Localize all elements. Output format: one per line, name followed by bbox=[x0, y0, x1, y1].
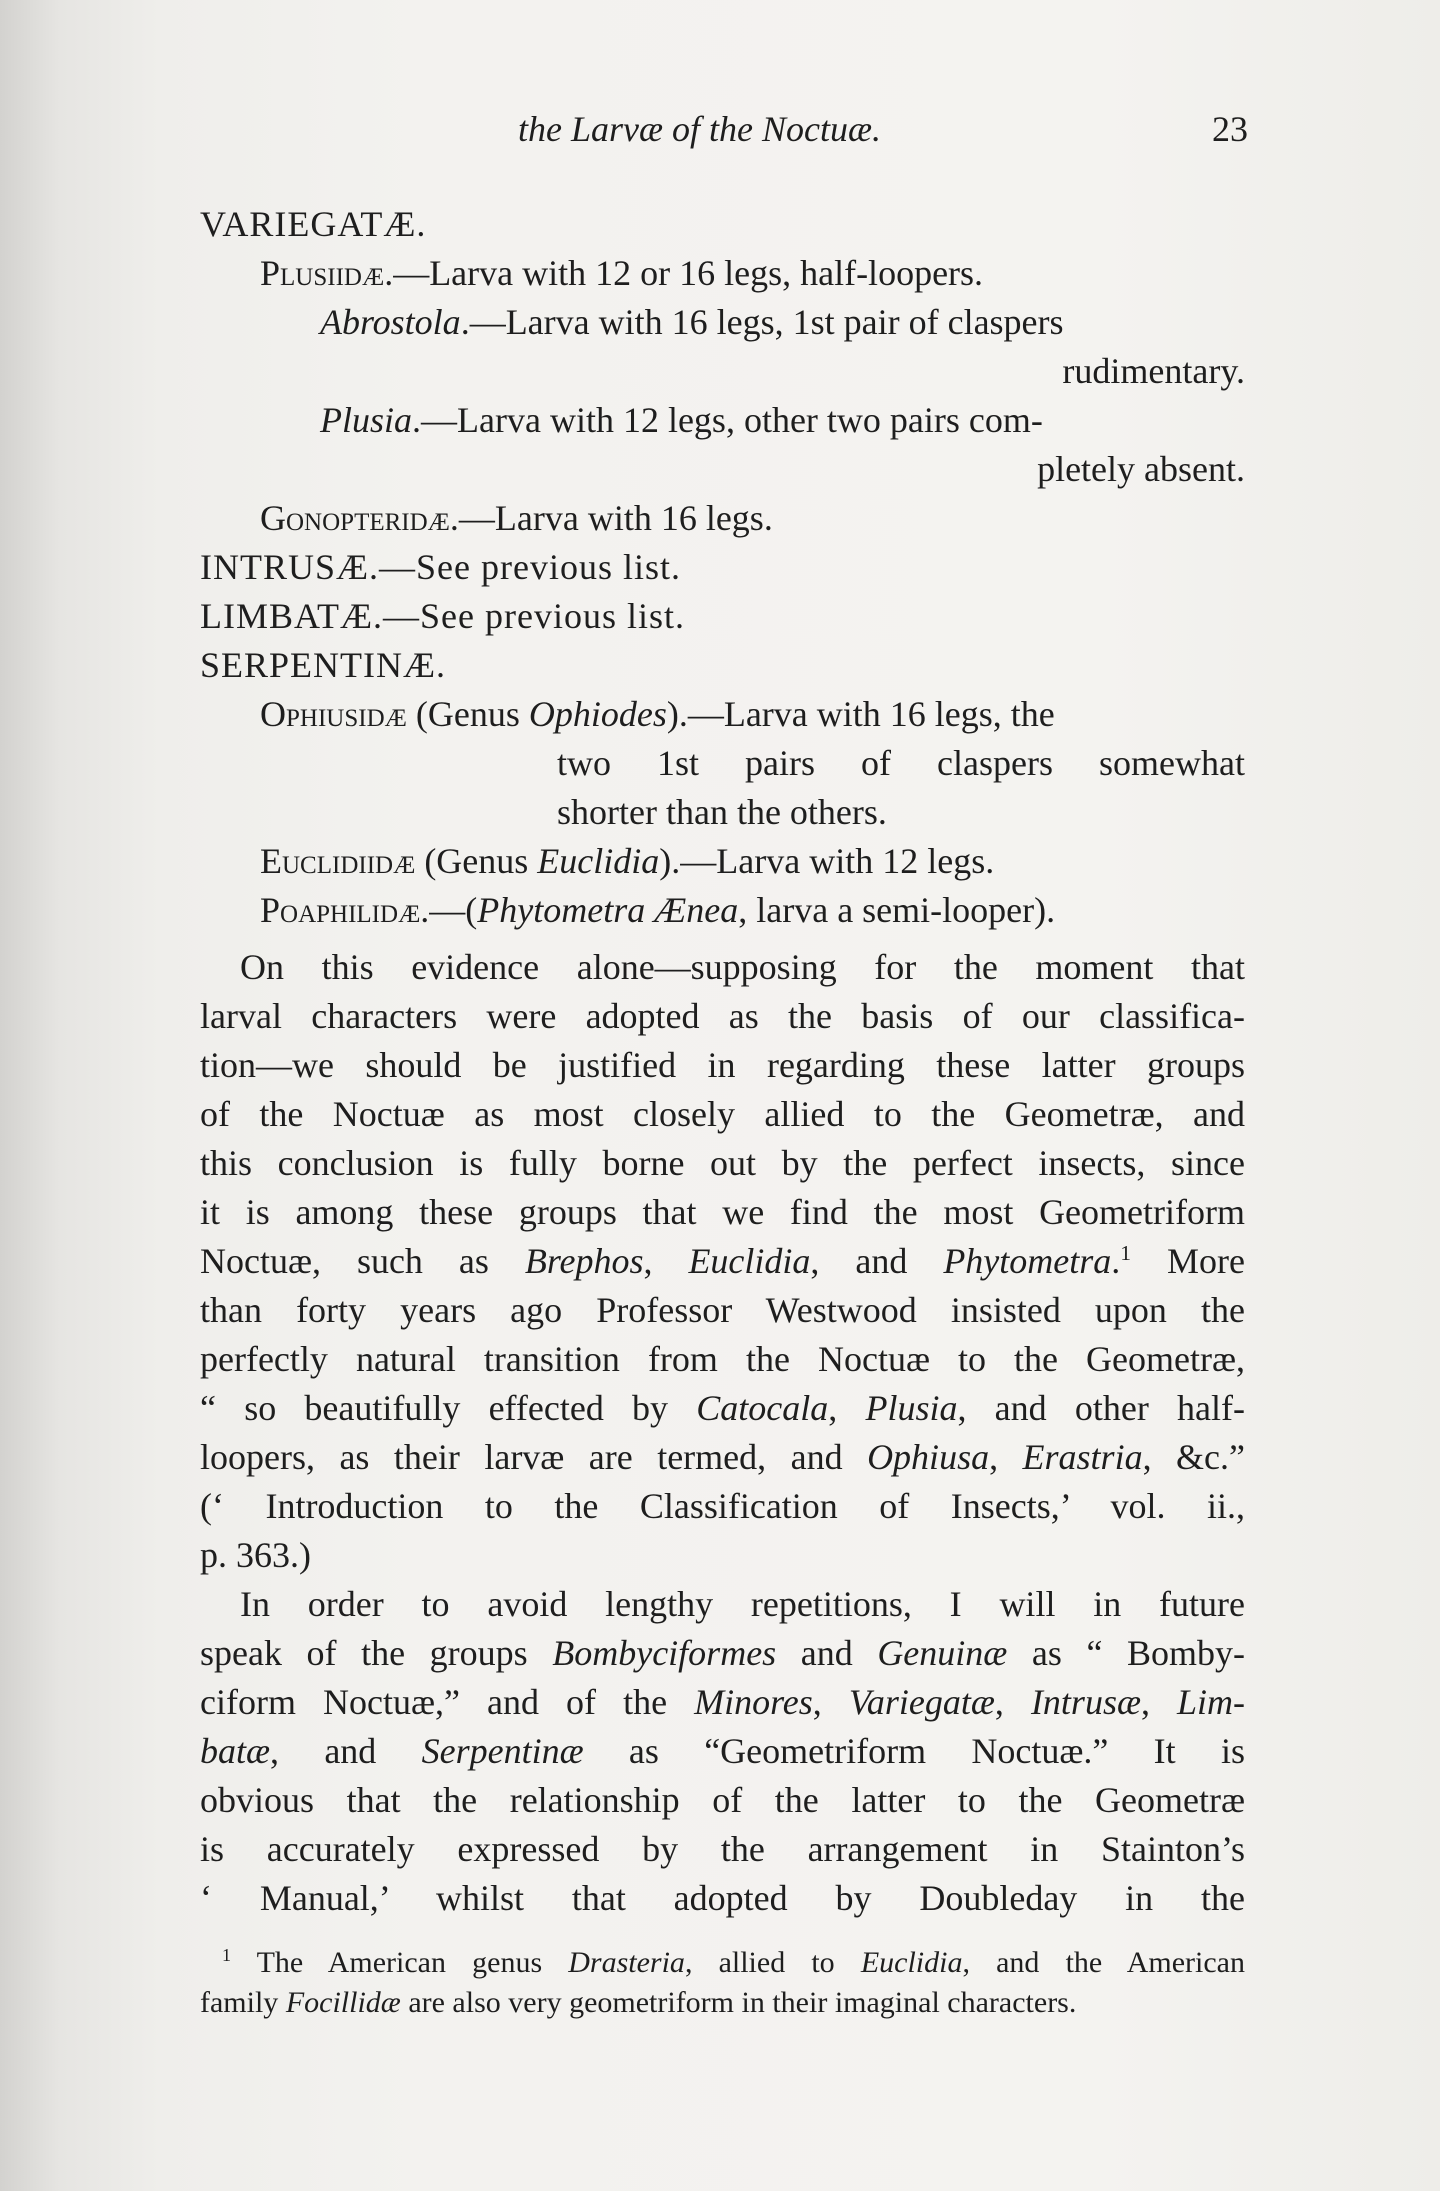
group-name: Serpentinæ bbox=[421, 1731, 584, 1771]
genus-name: Drasteria bbox=[568, 1946, 685, 1979]
genus-name: Abrostola bbox=[320, 302, 461, 342]
group-name: batæ bbox=[200, 1731, 271, 1771]
text-run: and bbox=[776, 1633, 878, 1673]
family-description: .—Larva with 16 legs. bbox=[449, 498, 773, 538]
text-line: In order to avoid lengthy repetitions, I will in future bbox=[240, 1584, 1245, 1624]
text-run: loopers, as their larvæ are termed, and bbox=[200, 1437, 868, 1477]
text-run: The American genus bbox=[231, 1946, 569, 1979]
footnote-line bbox=[200, 1983, 1245, 2023]
footnote bbox=[200, 1943, 1245, 2023]
text-run: , bbox=[994, 1682, 1031, 1722]
group-name: Intrusæ bbox=[1030, 1682, 1141, 1722]
running-title: the Larvæ of the Noctuæ. bbox=[518, 109, 881, 149]
genus-name: Ophiodes bbox=[528, 694, 667, 734]
family-name: Poaphilidæ bbox=[260, 890, 421, 930]
text-line bbox=[200, 1727, 1245, 1776]
genus-name: Erastria bbox=[1022, 1437, 1143, 1477]
family-text: (Genus bbox=[415, 841, 538, 881]
group-heading: VARIEGATÆ. bbox=[200, 204, 427, 244]
family-name: Ophiusidæ bbox=[260, 694, 407, 734]
group-name: Bombyciformes bbox=[552, 1633, 777, 1673]
family-description: ).—Larva with 16 legs, the bbox=[666, 694, 1055, 734]
family-description-cont: two 1st pairs of claspers somewhat bbox=[557, 743, 1245, 783]
text-line bbox=[200, 1384, 1245, 1433]
family-name: Plusiidæ bbox=[260, 253, 385, 293]
family-description: .—Larva with 12 or 16 legs, half-loopers. bbox=[384, 253, 984, 293]
text-run: as “Geometriform Noctuæ.” It is bbox=[583, 1731, 1245, 1771]
family-name: Euclidiidæ bbox=[260, 841, 416, 881]
text-run: , bbox=[1140, 1682, 1178, 1722]
text-run: . bbox=[1111, 1241, 1121, 1281]
text-run: , bbox=[828, 1388, 866, 1428]
text-line: of the Noctuæ as most closely allied to the Geometræ, and bbox=[200, 1094, 1245, 1134]
genus-name: Phytometra bbox=[943, 1241, 1112, 1281]
text-line: ‘ Manual,’ whilst that adopted by Doubleday in the bbox=[200, 1878, 1245, 1918]
family-description: , larva a semi-looper). bbox=[738, 890, 1056, 930]
family-name: Gonopteridæ bbox=[260, 498, 450, 538]
group-name: Genuinæ bbox=[877, 1633, 1008, 1673]
group-name: Variegatæ bbox=[848, 1682, 995, 1722]
footnote-ref: 1 bbox=[1120, 1241, 1132, 1265]
genus-description-cont: pletely absent. bbox=[1037, 449, 1245, 489]
text-run: , and bbox=[270, 1731, 422, 1771]
family-description-cont: shorter than the others. bbox=[557, 792, 887, 832]
text-line: obvious that the relationship of the latter to the Geometræ bbox=[200, 1780, 1245, 1820]
text-line bbox=[200, 1237, 1245, 1286]
text-run: , and the American bbox=[962, 1946, 1245, 1979]
footnote-marker: 1 bbox=[222, 1945, 231, 1965]
text-run: , &c.” bbox=[1142, 1437, 1246, 1477]
text-run: , bbox=[989, 1437, 1023, 1477]
genus-name: Phytometra Ænea bbox=[477, 890, 739, 930]
group-name: Minores bbox=[694, 1682, 813, 1722]
family-entry bbox=[200, 249, 1245, 298]
text-run: “ so beautifully effected by bbox=[200, 1388, 697, 1428]
group-heading: LIMBATÆ.—See previous list. bbox=[200, 596, 685, 636]
text-run: ciform Noctuæ,” and of the bbox=[200, 1682, 695, 1722]
family-name: Focillidæ bbox=[285, 1986, 401, 2019]
genus-name: Plusia bbox=[865, 1388, 958, 1428]
family-entry bbox=[200, 837, 1245, 886]
genus-name: Euclidia bbox=[688, 1241, 811, 1281]
group-heading: SERPENTINÆ. bbox=[200, 645, 447, 685]
text-line: larval characters were adopted as the basis of our classifica- bbox=[200, 996, 1245, 1036]
footnote-line bbox=[200, 1943, 1245, 1983]
genus-entry bbox=[200, 298, 1245, 347]
text-run: , bbox=[643, 1241, 689, 1281]
text-line: perfectly natural transition from the Noctuæ to the Geometræ, bbox=[200, 1339, 1245, 1379]
text-line: this conclusion is fully borne out by the perfect insects, since bbox=[200, 1143, 1245, 1183]
text-line bbox=[200, 1678, 1245, 1727]
genus-description: .—Larva with 12 legs, other two pairs com- bbox=[412, 400, 1043, 440]
genus-name: Euclidia bbox=[537, 841, 660, 881]
text-run: family bbox=[200, 1986, 286, 2019]
text-line: p. 363.) bbox=[200, 1535, 311, 1575]
text-line bbox=[200, 1629, 1245, 1678]
text-run: More bbox=[1131, 1241, 1246, 1281]
genus-entry bbox=[200, 396, 1245, 445]
page-number: 23 bbox=[1212, 109, 1248, 149]
text-run: , and other half- bbox=[957, 1388, 1246, 1428]
family-entry bbox=[200, 886, 1245, 935]
genus-name: Brephos bbox=[524, 1241, 644, 1281]
text-line bbox=[200, 1433, 1245, 1482]
genus-name: Ophiusa bbox=[867, 1437, 990, 1477]
paragraph-1 bbox=[200, 943, 1245, 1580]
text-run: speak of the groups bbox=[200, 1633, 553, 1673]
family-text: (Genus bbox=[406, 694, 529, 734]
text-run: are also very geometriform in their imaginal characters. bbox=[400, 1986, 1077, 2019]
genus-description: .—Larva with 16 legs, 1st pair of claspers bbox=[460, 302, 1064, 342]
genus-name: Euclidia bbox=[860, 1946, 963, 1979]
text-line: it is among these groups that we find the most Geometriform bbox=[200, 1192, 1245, 1232]
genus-name: Plusia bbox=[320, 400, 413, 440]
text-line: than forty years ago Professor Westwood insisted upon the bbox=[200, 1290, 1245, 1330]
text-line: tion—we should be justified in regarding these latter groups bbox=[200, 1045, 1245, 1085]
text-run: , allied to bbox=[684, 1946, 861, 1979]
genus-description-cont: rudimentary. bbox=[1062, 351, 1245, 391]
family-entry bbox=[200, 690, 1245, 739]
group-name: Lim- bbox=[1177, 1682, 1246, 1722]
text-line: On this evidence alone—supposing for the moment that bbox=[240, 947, 1245, 987]
genus-name: Catocala bbox=[696, 1388, 829, 1428]
text-run: Noctuæ, such as bbox=[200, 1241, 525, 1281]
text-line: is accurately expressed by the arrangement in Stainton’s bbox=[200, 1829, 1245, 1869]
text-line: (‘ Introduction to the Classification of Insects,’ vol. ii., bbox=[200, 1486, 1245, 1526]
group-heading: INTRUSÆ.—See previous list. bbox=[200, 547, 681, 587]
family-text: .—( bbox=[420, 890, 478, 930]
family-entry bbox=[200, 494, 1245, 543]
family-description: ).—Larva with 12 legs. bbox=[659, 841, 995, 881]
text-run: as “ Bomby- bbox=[1007, 1633, 1246, 1673]
text-run: , and bbox=[810, 1241, 944, 1281]
text-run: , bbox=[812, 1682, 849, 1722]
paragraph-2 bbox=[200, 1580, 1245, 1923]
classification-list bbox=[200, 200, 1245, 935]
